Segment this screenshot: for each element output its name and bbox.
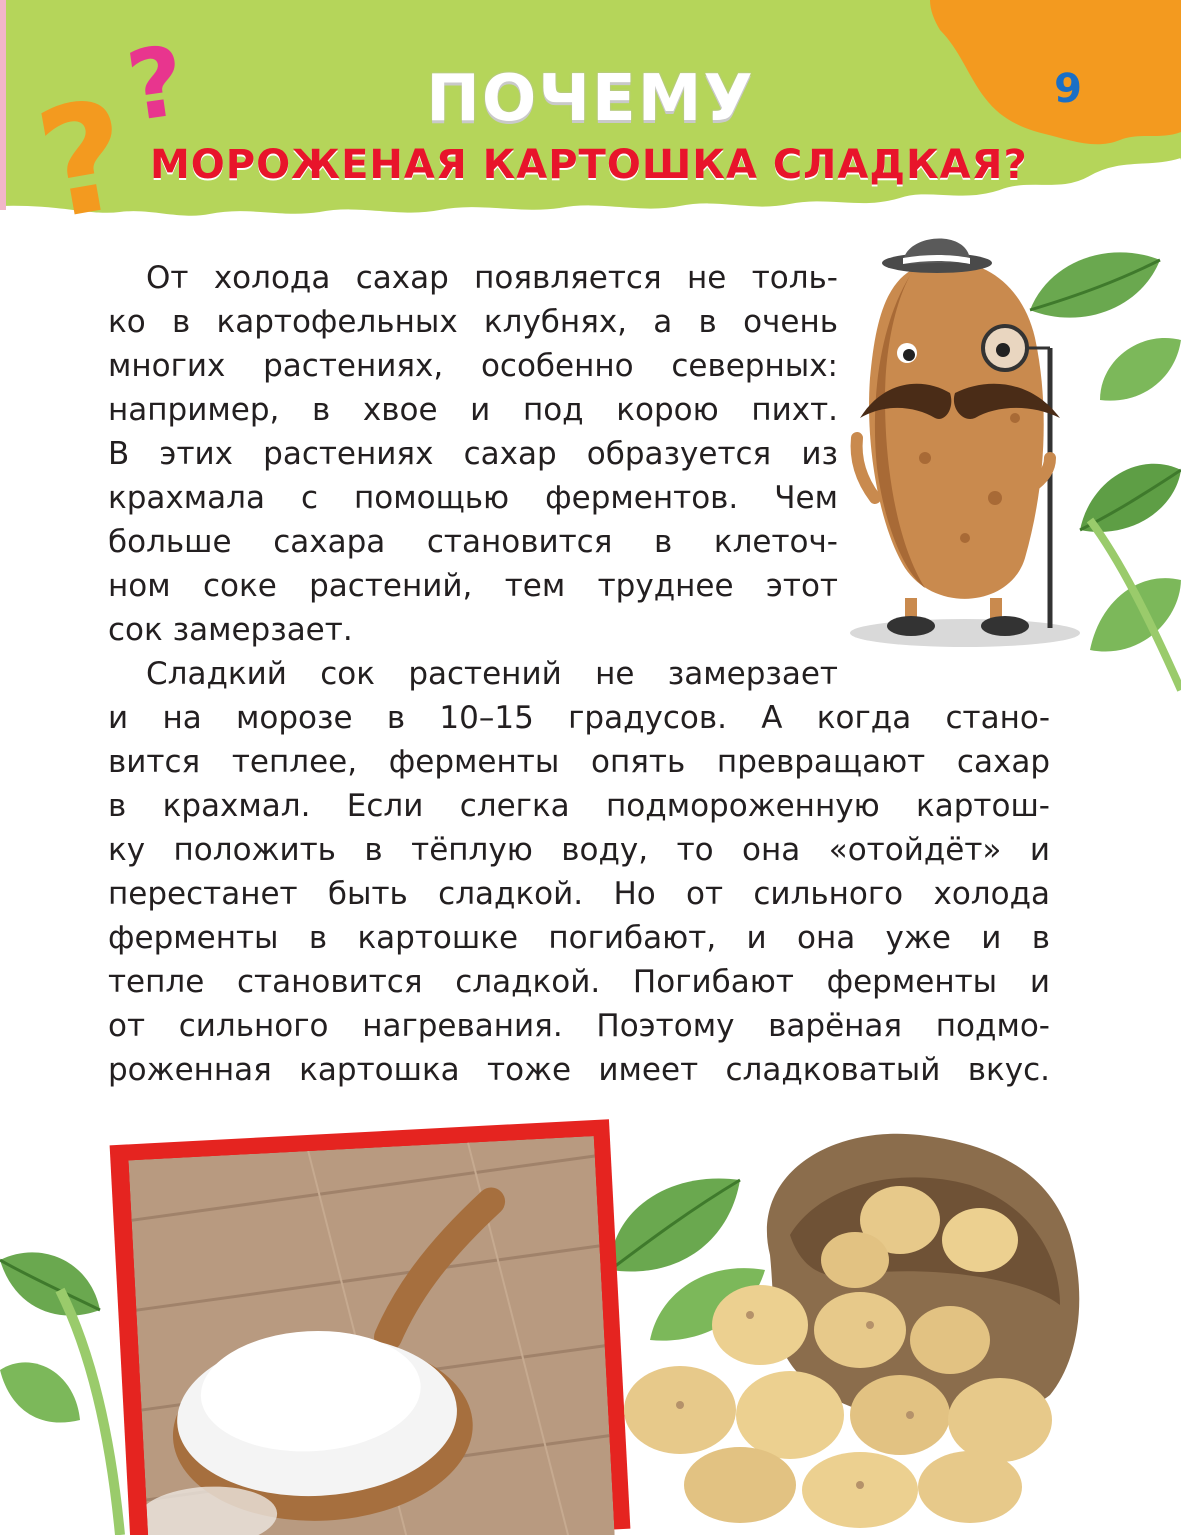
paragraph-2-line: Сладкий сок растений не замерзает: [146, 656, 838, 692]
paragraph-1-line: например, в хвое и под корою пихт.: [108, 392, 838, 428]
photo-frame: [110, 1119, 631, 1535]
paragraph-1-line: ном соке растений, тем труднее этот: [108, 568, 838, 604]
paragraph-1-line: В этих растениях сахар образуется из: [108, 436, 838, 472]
page-title: МОРОЖЕНАЯ КАРТОШКА СЛАДКАЯ?: [150, 142, 1028, 188]
paragraph-1-line: многих растениях, особенно северных:: [108, 348, 838, 384]
paragraph-2-line: тепле становится сладкой. Погибают ферменты и: [108, 964, 1050, 1000]
paragraph-1: [108, 256, 838, 652]
paragraph-2-line: вится теплее, ферменты опять превращают сахар: [108, 744, 1050, 780]
potato-character-illustration: [845, 228, 1095, 648]
paragraph-2-line: роженная картошка тоже имеет сладковатый вкус.: [108, 1052, 1050, 1088]
paragraph-2-line: ферменты в картошке погибают, и она уже и в: [108, 920, 1050, 956]
question-mark-pink-icon: ?: [120, 24, 192, 144]
paragraph-1-line: сок замерзает.: [108, 612, 353, 648]
paragraph-1-line: крахмала с помощью ферментов. Чем: [108, 480, 838, 516]
paragraph-2-line: и на морозе в 10–15 градусов. А когда стано-: [108, 700, 1050, 736]
paragraph-2-line: в крахмал. Если слегка подмороженную картош-: [108, 788, 1050, 824]
paragraph-1-line: больше сахара становится в клеточ-: [108, 524, 838, 560]
paragraph-2-line: от сильного нагревания. Поэтому варёная подмо-: [108, 1008, 1050, 1044]
paragraph-2: [108, 696, 1050, 1092]
title-why: ПОЧЕМУ: [426, 62, 755, 136]
paragraph-1-line: От холода сахар появляется не толь-: [146, 260, 838, 296]
paragraph-2-line: перестанет быть сладкой. Но от сильного холода: [108, 876, 1050, 912]
paragraph-1-line: ко в картофельных клубнях, а в очень: [108, 304, 838, 340]
question-mark-orange-icon: ?: [25, 67, 142, 255]
page-number: 9: [1054, 66, 1082, 112]
paragraph-2-line: ку положить в тёплую воду, то она «отойдёт» и: [108, 832, 1050, 868]
starch-spoon-illustration: [128, 1136, 614, 1535]
paragraph-2-first-line: [108, 652, 838, 696]
starch-photo: [128, 1136, 614, 1535]
potato-sack-illustration: [620, 1115, 1090, 1535]
